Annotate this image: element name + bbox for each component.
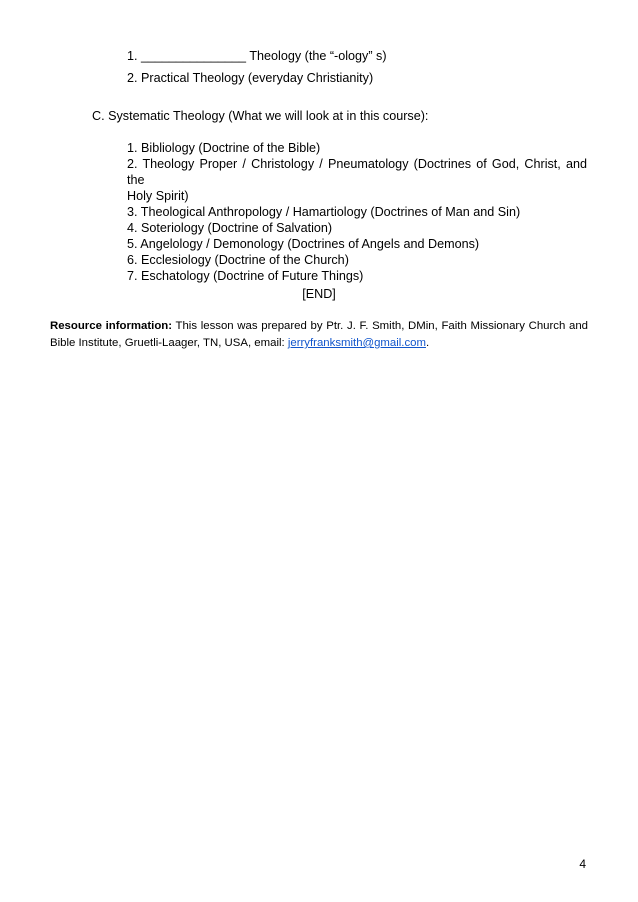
list-item: 2. Theology Proper / Christology / Pneumatology (Doctrines of God, Christ, and the	[127, 157, 587, 187]
list-item: 6. Ecclesiology (Doctrine of the Church)	[127, 253, 349, 267]
list-item: 1. Bibliology (Doctrine of the Bible)	[127, 141, 321, 155]
end-marker: [END]	[302, 287, 336, 301]
page-number: 4	[579, 857, 586, 871]
section-c-heading: C. Systematic Theology (What we will look at in this course):	[92, 109, 429, 123]
resource-trailing: .	[426, 337, 430, 349]
list-item: Holy Spirit)	[127, 189, 189, 203]
list-item: 4. Soteriology (Doctrine of Salvation)	[127, 221, 333, 235]
email-link[interactable]: jerryfranksmith@gmail.com	[287, 337, 426, 349]
theology-list-item-1: 1. _______________ Theology (the “-ology” s)	[127, 49, 387, 63]
resource-information	[50, 318, 588, 352]
list-item: 3. Theological Anthropology / Hamartiology (Doctrines of Man and Sin)	[127, 205, 521, 219]
list-item: 5. Angelology / Demonology (Doctrines of Angels and Demons)	[127, 237, 480, 251]
list-item: 7. Eschatology (Doctrine of Future Things)	[127, 269, 364, 283]
theology-list-item-2: 2. Practical Theology (everyday Christianity)	[127, 71, 374, 85]
resource-label: Resource information:	[50, 320, 173, 332]
resource-text: This lesson was prepared by Ptr. J. F. Smith, DMin, Faith Missionary Church and Bible Institute, Gruetli-Laager, TN, USA, email:	[50, 320, 588, 349]
systematic-theology-list	[127, 140, 587, 284]
